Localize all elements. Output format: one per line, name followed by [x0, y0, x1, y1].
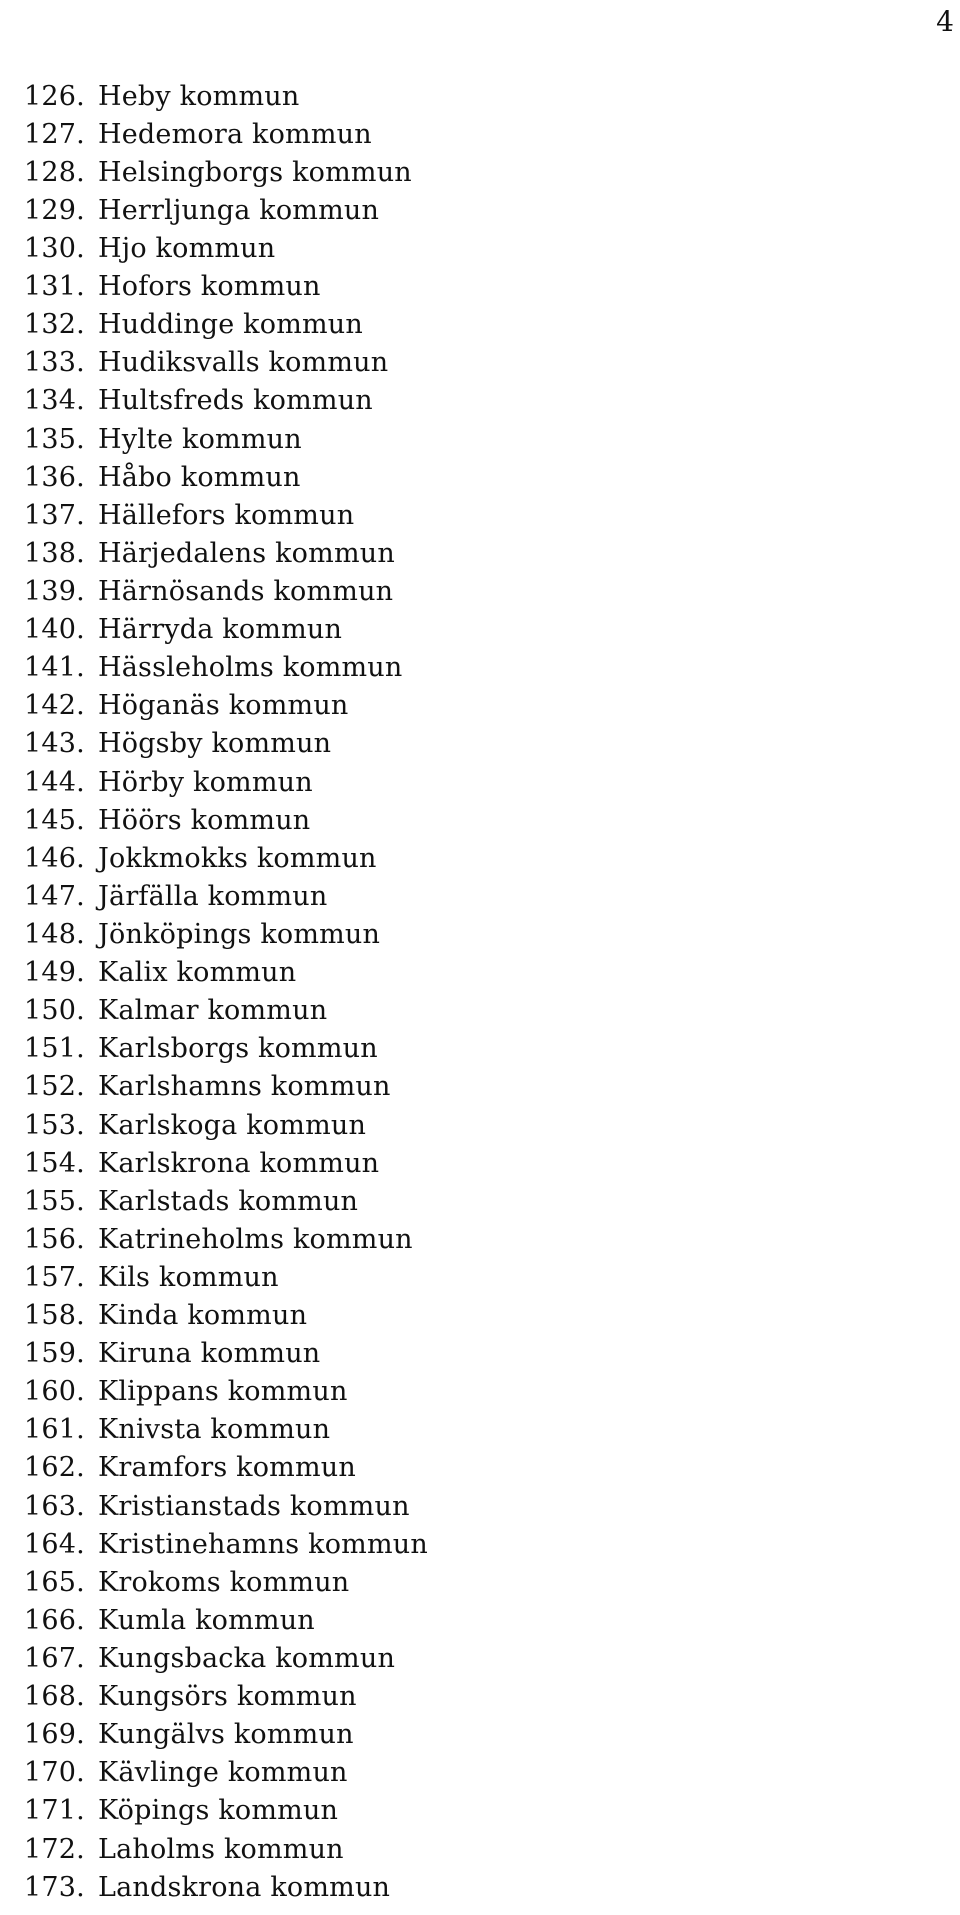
list-item — [24, 1068, 428, 1106]
item-name: Höganäs kommun — [98, 690, 349, 722]
item-number: 128. — [24, 156, 85, 188]
page-number: 4 — [936, 5, 954, 38]
item-number: 165. — [24, 1566, 85, 1598]
list-item — [24, 1678, 428, 1716]
item-name: Härryda kommun — [98, 614, 343, 646]
item-name: Karlskoga kommun — [98, 1109, 367, 1141]
item-number: 168. — [24, 1681, 85, 1713]
item-name: Karlstads kommun — [98, 1185, 359, 1217]
list-item — [24, 1563, 428, 1601]
list-item — [24, 1449, 428, 1487]
item-number: 138. — [24, 537, 85, 569]
item-name: Kalix kommun — [98, 957, 297, 989]
item-name: Hällefors kommun — [98, 499, 355, 531]
list-item — [24, 611, 428, 649]
item-number: 158. — [24, 1300, 85, 1332]
list-item — [24, 1716, 428, 1754]
list-item — [24, 649, 428, 687]
item-number: 153. — [24, 1109, 85, 1141]
item-number: 167. — [24, 1643, 85, 1675]
item-number: 139. — [24, 575, 85, 607]
item-name: Karlshamns kommun — [98, 1071, 391, 1103]
item-name: Hudiksvalls kommun — [98, 347, 389, 379]
item-number: 126. — [24, 80, 85, 112]
item-number: 164. — [24, 1528, 85, 1560]
item-name: Köpings kommun — [98, 1795, 339, 1827]
item-number: 143. — [24, 728, 85, 760]
item-name: Härjedalens kommun — [98, 537, 395, 569]
item-number: 172. — [24, 1833, 85, 1865]
item-name: Hylte kommun — [98, 423, 302, 455]
item-name: Kungsbacka kommun — [98, 1643, 396, 1675]
list-item — [24, 1144, 428, 1182]
item-number: 161. — [24, 1414, 85, 1446]
item-number: 166. — [24, 1604, 85, 1636]
list-item — [24, 77, 428, 115]
list-item — [24, 229, 428, 267]
item-number: 135. — [24, 423, 85, 455]
list-item — [24, 382, 428, 420]
item-number: 154. — [24, 1147, 85, 1179]
list-item — [24, 496, 428, 534]
list-item — [24, 1792, 428, 1830]
item-number: 132. — [24, 309, 85, 341]
item-name: Högsby kommun — [98, 728, 332, 760]
item-number: 169. — [24, 1719, 85, 1751]
item-name: Karlskrona kommun — [98, 1147, 380, 1179]
item-name: Laholms kommun — [98, 1833, 344, 1865]
item-name: Kramfors kommun — [98, 1452, 356, 1484]
item-number: 129. — [24, 194, 85, 226]
list-item — [24, 1258, 428, 1296]
list-item — [24, 268, 428, 306]
item-name: Kungsörs kommun — [98, 1681, 357, 1713]
item-number: 157. — [24, 1261, 85, 1293]
list-item — [24, 725, 428, 763]
item-name: Kristianstads kommun — [98, 1490, 410, 1522]
item-number: 147. — [24, 880, 85, 912]
item-name: Hjo kommun — [98, 232, 276, 264]
list-item — [24, 801, 428, 839]
item-name: Knivsta kommun — [98, 1414, 331, 1446]
list-item — [24, 1868, 428, 1906]
item-name: Höörs kommun — [98, 804, 311, 836]
item-number: 137. — [24, 499, 85, 531]
item-number: 150. — [24, 995, 85, 1027]
list-item — [24, 1335, 428, 1373]
item-number: 163. — [24, 1490, 85, 1522]
item-name: Jokkmokks kommun — [98, 842, 377, 874]
list-item — [24, 344, 428, 382]
item-number: 152. — [24, 1071, 85, 1103]
item-number: 136. — [24, 461, 85, 493]
list-item — [24, 1830, 428, 1868]
item-number: 155. — [24, 1185, 85, 1217]
item-number: 130. — [24, 232, 85, 264]
item-name: Kävlinge kommun — [98, 1757, 348, 1789]
item-number: 159. — [24, 1338, 85, 1370]
item-name: Katrineholms kommun — [98, 1223, 413, 1255]
item-number: 151. — [24, 1033, 85, 1065]
list-item — [24, 420, 428, 458]
item-number: 171. — [24, 1795, 85, 1827]
item-name: Järfälla kommun — [98, 880, 328, 912]
item-name: Kalmar kommun — [98, 995, 328, 1027]
item-number: 131. — [24, 271, 85, 303]
list-item — [24, 839, 428, 877]
item-number: 148. — [24, 918, 85, 950]
list-item — [24, 687, 428, 725]
item-name: Kristinehamns kommun — [98, 1528, 428, 1560]
item-name: Huddinge kommun — [98, 309, 363, 341]
item-name: Hofors kommun — [98, 271, 321, 303]
item-name: Kiruna kommun — [98, 1338, 321, 1370]
item-number: 144. — [24, 766, 85, 798]
list-item — [24, 1373, 428, 1411]
list-item — [24, 1487, 428, 1525]
list-item — [24, 191, 428, 229]
item-name: Klippans kommun — [98, 1376, 348, 1408]
item-name: Kinda kommun — [98, 1300, 308, 1332]
item-name: Herrljunga kommun — [98, 194, 380, 226]
item-name: Heby kommun — [98, 80, 300, 112]
list-item — [24, 763, 428, 801]
list-item — [24, 877, 428, 915]
list-item — [24, 915, 428, 953]
list-item — [24, 1411, 428, 1449]
list-item — [24, 1297, 428, 1335]
list-item — [24, 115, 428, 153]
list-item — [24, 1182, 428, 1220]
item-number: 127. — [24, 118, 85, 150]
item-name: Karlsborgs kommun — [98, 1033, 378, 1065]
list-item — [24, 153, 428, 191]
item-name: Kils kommun — [98, 1261, 279, 1293]
list-item — [24, 306, 428, 344]
list-item — [24, 1601, 428, 1639]
list-item — [24, 1639, 428, 1677]
list-item — [24, 458, 428, 496]
item-name: Kungälvs kommun — [98, 1719, 354, 1751]
item-number: 160. — [24, 1376, 85, 1408]
list-item — [24, 1220, 428, 1258]
item-number: 142. — [24, 690, 85, 722]
list-item — [24, 1106, 428, 1144]
list-item — [24, 992, 428, 1030]
item-name: Håbo kommun — [98, 461, 301, 493]
item-name: Jönköpings kommun — [98, 918, 381, 950]
item-name: Kumla kommun — [98, 1604, 315, 1636]
list-item — [24, 572, 428, 610]
item-number: 156. — [24, 1223, 85, 1255]
item-name: Härnösands kommun — [98, 575, 394, 607]
item-number: 146. — [24, 842, 85, 874]
item-name: Landskrona kommun — [98, 1871, 391, 1903]
item-number: 134. — [24, 385, 85, 417]
item-name: Helsingborgs kommun — [98, 156, 412, 188]
item-name: Hörby kommun — [98, 766, 313, 798]
item-number: 162. — [24, 1452, 85, 1484]
item-number: 140. — [24, 614, 85, 646]
item-name: Hedemora kommun — [98, 118, 372, 150]
item-name: Krokoms kommun — [98, 1566, 350, 1598]
item-number: 145. — [24, 804, 85, 836]
list-item — [24, 1525, 428, 1563]
item-name: Hässleholms kommun — [98, 652, 403, 684]
item-number: 170. — [24, 1757, 85, 1789]
item-number: 149. — [24, 957, 85, 989]
list-item — [24, 954, 428, 992]
item-number: 133. — [24, 347, 85, 379]
list-item — [24, 1754, 428, 1792]
item-number: 173. — [24, 1871, 85, 1903]
list-item — [24, 1030, 428, 1068]
municipality-list — [24, 77, 428, 1906]
item-name: Hultsfreds kommun — [98, 385, 373, 417]
list-item — [24, 534, 428, 572]
item-number: 141. — [24, 652, 85, 684]
